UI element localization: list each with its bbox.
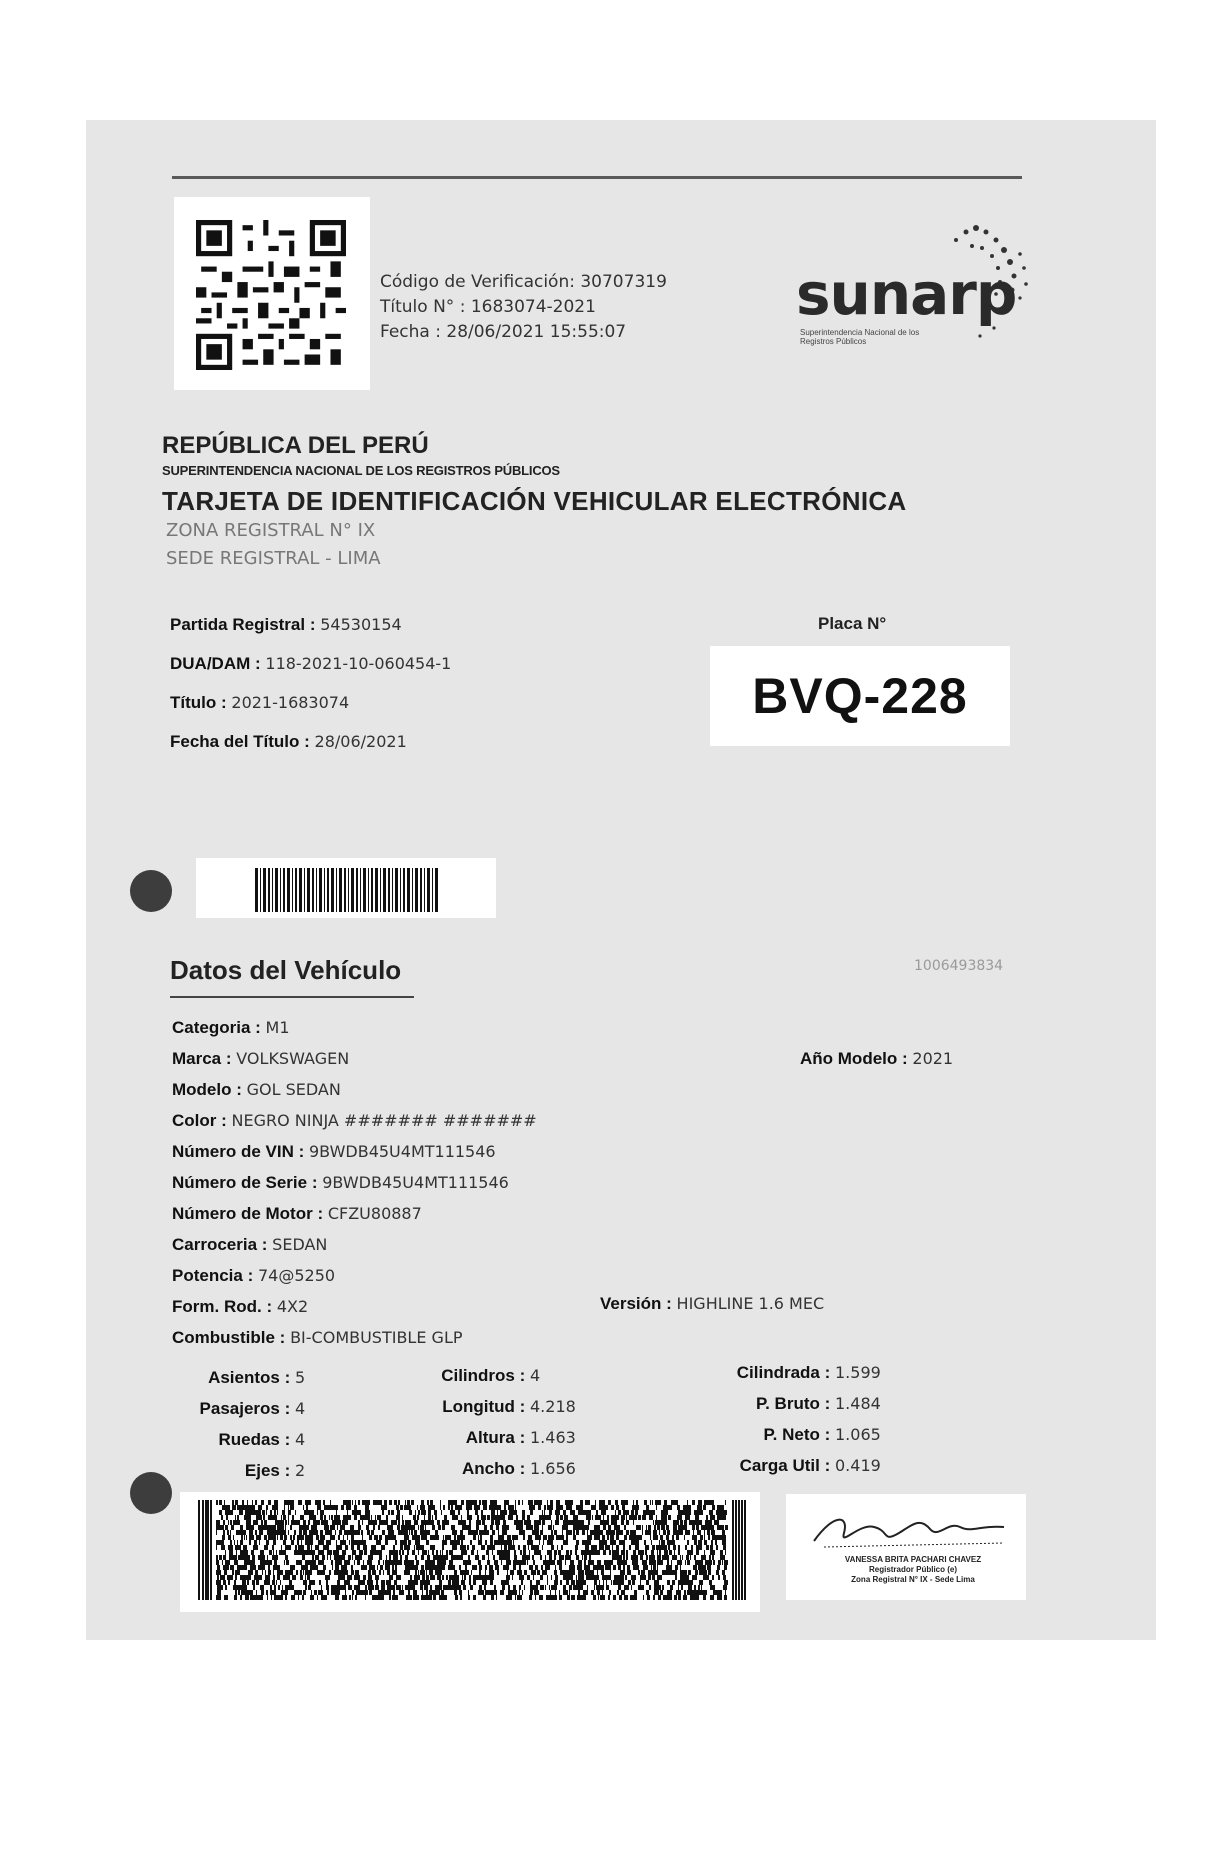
motor-label: Número de Motor : [172, 1204, 324, 1223]
superintendencia-heading: SUPERINTENDENCIA NACIONAL DE LOS REGISTROS PÚBLICOS [162, 463, 560, 478]
potencia-label: Potencia : [172, 1266, 254, 1285]
serie-label: Número de Serie : [172, 1173, 318, 1192]
form-rod-label: Form. Rod. : [172, 1297, 273, 1316]
dua-value: 118-2021-10-060454-1 [265, 654, 452, 673]
carroceria-label: Carroceria : [172, 1235, 268, 1254]
republica-heading: REPÚBLICA DEL PERÚ [162, 432, 429, 459]
combustible-row [172, 1328, 463, 1348]
pdf417-barcode-icon [198, 1500, 746, 1600]
serie-value: 9BWDB45U4MT111546 [322, 1173, 509, 1192]
carga-util-value: 0.419 [835, 1456, 881, 1475]
modelo-row [172, 1080, 341, 1100]
color-label: Color : [172, 1111, 227, 1130]
longitud-row [370, 1397, 585, 1417]
anio-modelo-label: Año Modelo : [800, 1049, 908, 1068]
asientos-row [150, 1368, 315, 1388]
titulo-row [170, 693, 349, 713]
top-rule [172, 176, 1022, 179]
categoria-label: Categoria : [172, 1018, 261, 1037]
color-row [172, 1111, 537, 1131]
logo-subtitle: Superintendencia Nacional de los Registros Públicos [800, 328, 920, 346]
dua-label: DUA/DAM : [170, 654, 261, 673]
verification-title: Título N° : 1683074-2021 [380, 297, 596, 317]
marca-value: VOLKSWAGEN [236, 1049, 350, 1068]
signatory-name: VANESSA BRITA PACHARI CHAVEZ [844, 1555, 982, 1564]
p-neto-row [640, 1425, 890, 1445]
carroceria-row [172, 1235, 327, 1255]
ruedas-value: 4 [295, 1430, 306, 1449]
logo-wordmark: sunarp [796, 260, 1017, 328]
modelo-value: GOL SEDAN [246, 1080, 341, 1099]
categoria-value: M1 [265, 1018, 290, 1037]
anio-modelo-row [800, 1049, 953, 1069]
p-bruto-value: 1.484 [835, 1394, 881, 1413]
modelo-label: Modelo : [172, 1080, 242, 1099]
ejes-value: 2 [295, 1461, 306, 1480]
altura-row [370, 1428, 585, 1448]
form-rod-row [172, 1297, 308, 1317]
potencia-row [172, 1266, 335, 1286]
pasajeros-label: Pasajeros : [199, 1399, 291, 1418]
placa-value: BVQ-228 [710, 646, 1010, 746]
vin-label: Número de VIN : [172, 1142, 305, 1161]
serie-row [172, 1173, 509, 1193]
pasajeros-value: 4 [295, 1399, 306, 1418]
combustible-value: BI-COMBUSTIBLE GLP [290, 1328, 463, 1347]
marca-row [172, 1049, 349, 1069]
ejes-row [150, 1461, 315, 1481]
cilindrada-label: Cilindrada : [736, 1363, 831, 1382]
verification-info [380, 270, 667, 345]
motor-row [172, 1204, 422, 1224]
fecha-titulo-row [170, 732, 407, 752]
cilindros-value: 4 [530, 1366, 541, 1385]
titulo-value: 2021-1683074 [231, 693, 350, 712]
barcode-icon [255, 868, 441, 912]
cilindrada-row [640, 1363, 890, 1383]
longitud-value: 4.218 [530, 1397, 576, 1416]
signature-block [790, 1497, 1025, 1597]
qr-code-icon [196, 220, 346, 370]
version-value: HIGHLINE 1.6 MEC [676, 1294, 825, 1313]
asientos-value: 5 [295, 1368, 306, 1387]
version-row [600, 1294, 824, 1314]
combustible-label: Combustible : [172, 1328, 286, 1347]
dua-row [170, 654, 451, 674]
partida-value: 54530154 [320, 615, 402, 634]
ancho-row [370, 1459, 585, 1479]
fecha-titulo-value: 28/06/2021 [314, 732, 407, 751]
tarjeta-heading: TARJETA DE IDENTIFICACIÓN VEHICULAR ELECTRÓNICA [162, 486, 907, 516]
potencia-value: 74@5250 [257, 1266, 336, 1285]
motor-value: CFZU80887 [327, 1204, 422, 1223]
zona-registral: ZONA REGISTRAL N° IX [166, 520, 376, 541]
categoria-row [172, 1018, 290, 1038]
cilindros-row [370, 1366, 585, 1386]
ancho-label: Ancho : [461, 1459, 526, 1478]
verification-date: Fecha : 28/06/2021 15:55:07 [380, 322, 627, 342]
signatory-role: Registrador Público (e) [868, 1565, 957, 1574]
p-bruto-label: P. Bruto : [755, 1394, 831, 1413]
titulo-label: Título : [170, 693, 227, 712]
punch-hole-top [130, 870, 172, 912]
altura-label: Altura : [465, 1428, 526, 1447]
document-serial: 1006493834 [914, 958, 1004, 974]
signature-caption [808, 1555, 1018, 1585]
verification-code: Código de Verificación: 30707319 [380, 272, 667, 292]
sede-registral: SEDE REGISTRAL - LIMA [166, 548, 381, 569]
partida-row [170, 615, 402, 635]
p-neto-value: 1.065 [835, 1425, 881, 1444]
vin-row [172, 1142, 496, 1162]
fecha-titulo-label: Fecha del Título : [170, 732, 310, 751]
longitud-label: Longitud : [442, 1397, 526, 1416]
altura-value: 1.463 [530, 1428, 576, 1447]
asientos-label: Asientos : [208, 1368, 291, 1387]
ancho-value: 1.656 [530, 1459, 576, 1478]
sunarp-logo [796, 222, 1036, 352]
datos-underline [170, 996, 414, 998]
marca-label: Marca : [172, 1049, 232, 1068]
ruedas-row [150, 1430, 315, 1450]
carga-util-label: Carga Util : [739, 1456, 831, 1475]
version-label: Versión : [600, 1294, 672, 1313]
p-neto-label: P. Neto : [763, 1425, 831, 1444]
cilindrada-value: 1.599 [835, 1363, 881, 1382]
vin-value: 9BWDB45U4MT111546 [308, 1142, 496, 1161]
placa-label: Placa N° [818, 614, 887, 633]
carga-util-row [640, 1456, 890, 1476]
ejes-label: Ejes : [244, 1461, 291, 1480]
signatory-zone: Zona Registral N° IX - Sede Lima [851, 1575, 975, 1584]
anio-modelo-value: 2021 [912, 1049, 954, 1068]
carroceria-value: SEDAN [272, 1235, 328, 1254]
datos-vehiculo-heading: Datos del Vehículo [170, 955, 402, 985]
color-value: NEGRO NINJA ####### ####### [231, 1111, 537, 1130]
cilindros-label: Cilindros : [441, 1366, 526, 1385]
ruedas-label: Ruedas : [218, 1430, 291, 1449]
form-rod-value: 4X2 [276, 1297, 309, 1316]
pasajeros-row [150, 1399, 315, 1419]
p-bruto-row [640, 1394, 890, 1414]
handwritten-signature-icon [804, 1503, 1014, 1555]
partida-label: Partida Registral : [170, 615, 316, 634]
